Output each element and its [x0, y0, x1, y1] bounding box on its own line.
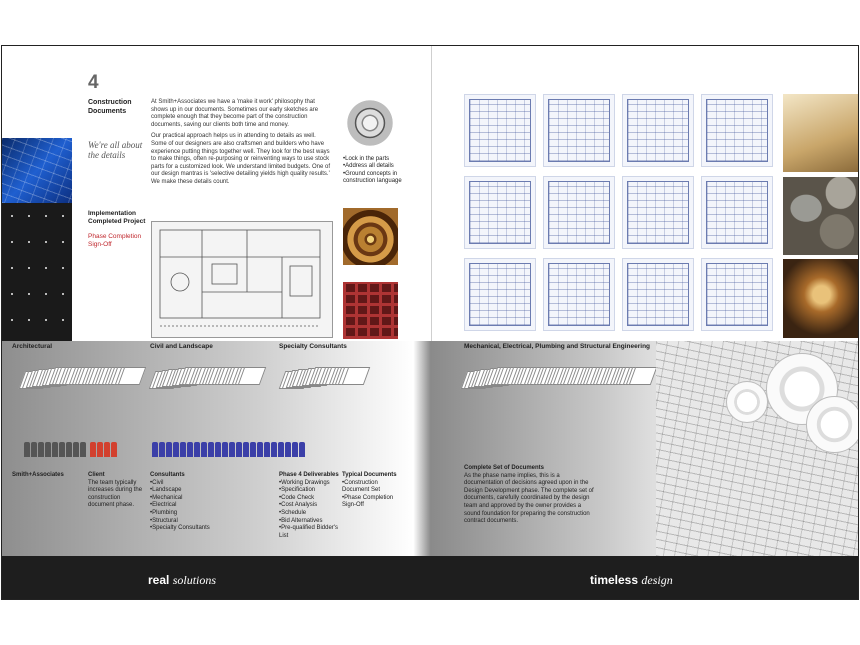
footer-left-bold: real	[148, 573, 170, 587]
dot	[28, 215, 30, 217]
person-figure	[159, 442, 165, 457]
person-figure	[38, 442, 44, 457]
smith-associates-label	[12, 472, 82, 480]
person-figure	[208, 442, 214, 457]
person-figure	[278, 442, 284, 457]
dot	[28, 267, 30, 269]
person-figure	[285, 442, 291, 457]
dot	[11, 319, 13, 321]
client-column	[88, 472, 148, 510]
list-item: • Construction Document Set	[342, 480, 402, 495]
deliverables-column	[279, 472, 339, 540]
dot	[11, 267, 13, 269]
dot-pattern-panel	[2, 203, 72, 341]
person-figure	[236, 442, 242, 457]
blueprint-thumbnail	[622, 176, 694, 249]
list-item: • Schedule	[279, 510, 339, 518]
list-item: • Landscape	[150, 487, 220, 495]
document-stack	[464, 363, 649, 391]
dot	[45, 267, 47, 269]
person-figure	[264, 442, 270, 457]
dot	[45, 319, 47, 321]
blueprint-thumbnail	[543, 94, 615, 167]
client-team-figures	[90, 442, 118, 462]
blueprint-thumbnail	[464, 94, 536, 167]
phase-completion-label: Phase Completion Sign-Off	[88, 233, 142, 248]
document-sheet	[118, 367, 147, 385]
plan-roll	[806, 396, 859, 453]
person-figure	[229, 442, 235, 457]
person-figure	[166, 442, 172, 457]
document-stack	[22, 363, 132, 391]
footer-bar	[2, 556, 859, 600]
detail-bullets	[343, 156, 403, 186]
person-figure	[292, 442, 298, 457]
dot	[11, 241, 13, 243]
dot	[62, 293, 64, 295]
blueprint-thumbnail	[543, 176, 615, 249]
consultants-column	[150, 472, 220, 533]
footer-right-italic: design	[641, 573, 673, 587]
person-figure	[80, 442, 86, 457]
section-number: 4	[88, 72, 99, 93]
person-figure	[111, 442, 117, 457]
dot	[28, 241, 30, 243]
complete-title: Complete Set of Documents	[464, 465, 545, 471]
architect-team-figures	[24, 442, 87, 462]
list-item: • Working Drawings	[279, 480, 339, 488]
typical-documents-column	[342, 472, 402, 510]
footer-left-text	[148, 573, 216, 588]
person-figure	[180, 442, 186, 457]
blueprint-thumbnail	[464, 176, 536, 249]
dot	[62, 267, 64, 269]
blueprint-thumbnail	[543, 258, 615, 331]
person-figure	[152, 442, 158, 457]
dot	[45, 241, 47, 243]
brochure-spread	[1, 45, 859, 600]
bullet-item: • Lock in the parts	[343, 156, 403, 163]
person-figure	[104, 442, 110, 457]
implementation-label: Implementation Completed Project	[88, 210, 146, 225]
person-figure	[271, 442, 277, 457]
person-figure	[31, 442, 37, 457]
person-figure	[257, 442, 263, 457]
consultant-team-figures	[152, 442, 306, 462]
deliverables-title: Phase 4 Deliverables	[279, 472, 339, 478]
heading-mep-engineering: Mechanical, Electrical, Plumbing and Structural Engineering	[464, 343, 651, 350]
section-title: Construction Documents	[88, 99, 132, 115]
footer-left-italic: solutions	[172, 573, 217, 587]
heading-civil-landscape: Civil and Landscape	[150, 343, 213, 350]
interior-sculpture-photo	[783, 259, 859, 338]
dot	[28, 319, 30, 321]
heading-specialty-consultants: Specialty Consultants	[279, 343, 347, 350]
client-title: Client	[88, 472, 105, 478]
intro-text	[151, 99, 331, 187]
person-figure	[97, 442, 103, 457]
blueprint-thumbnail	[464, 258, 536, 331]
list-item: • Plumbing	[150, 510, 220, 518]
deliverables-list	[279, 480, 339, 541]
person-figure	[194, 442, 200, 457]
dot	[62, 215, 64, 217]
rolled-plans-photo	[656, 341, 859, 556]
intro-paragraph-2: Our practical approach helps us in attending to details as well. Some of our designers are also craftsmen and builders who have experience putting things together well. They look for the best ways to make things, often re-purposing or reinventing ways to use stock parts for a customized look. We understand limited budgets. One of our design mantras is 'selective detailing yields high quality results.' We make these details count.	[151, 133, 330, 185]
person-figure	[215, 442, 221, 457]
heading-architectural: Architectural	[12, 343, 53, 350]
document-stack	[152, 363, 252, 391]
intro-paragraph-1: At Smith+Associates we have a 'make it work' philosophy that shows up in our documents. Sometimes our early sketches are complete enough that they become part of the construction documents, saving our clients both time and money.	[151, 99, 319, 128]
typical-list	[342, 480, 402, 510]
person-figure	[250, 442, 256, 457]
person-figure	[187, 442, 193, 457]
person-figure	[173, 442, 179, 457]
dot	[11, 293, 13, 295]
typical-title: Typical Documents	[342, 472, 397, 478]
bullet-item: • Ground concepts in construction language	[343, 171, 403, 186]
consultants-title: Consultants	[150, 472, 185, 478]
document-sheet	[629, 367, 658, 385]
blueprint-thumbnail	[701, 258, 773, 331]
blueprint-thumbnail	[622, 94, 694, 167]
list-item: • Electrical	[150, 502, 220, 510]
floor-plan-drawing	[151, 221, 333, 338]
person-figure	[73, 442, 79, 457]
blueprint-image	[2, 138, 72, 203]
dot	[62, 241, 64, 243]
person-figure	[201, 442, 207, 457]
document-sheet	[238, 367, 267, 385]
complete-text: As the phase name implies, this is a documentation of decisions agreed upon in the Design Development phase. The complete set of documents, carefully coordinated by the design team and approved by the owner provides a sound foundation for preparing the construction contract documents.	[464, 472, 594, 525]
person-figure	[24, 442, 30, 457]
footer-right-text	[590, 573, 673, 588]
list-item: • Civil	[150, 480, 220, 488]
smith-associates-text: Smith+Associates	[12, 472, 64, 478]
blueprint-thumbnail	[622, 258, 694, 331]
steel-frame-photo	[343, 282, 398, 339]
list-item: • Mechanical	[150, 495, 220, 503]
list-item: • Bid Alternatives	[279, 518, 339, 526]
ceiling-light-photo	[783, 94, 859, 172]
person-figure	[299, 442, 305, 457]
consultants-list	[150, 480, 220, 533]
person-figure	[66, 442, 72, 457]
plan-roll	[726, 381, 768, 423]
dot	[45, 215, 47, 217]
tagline: We're all about the details	[88, 140, 143, 160]
person-figure	[90, 442, 96, 457]
list-item: • Pre-qualified Bidder's List	[279, 525, 339, 540]
dot	[45, 293, 47, 295]
list-item: • Code Check	[279, 495, 339, 503]
dot	[28, 293, 30, 295]
complete-set-column	[464, 465, 599, 526]
list-item: • Cost Analysis	[279, 502, 339, 510]
person-figure	[52, 442, 58, 457]
blueprint-thumbnail	[701, 176, 773, 249]
team-band	[2, 341, 859, 556]
person-figure	[45, 442, 51, 457]
dot	[62, 319, 64, 321]
list-item: • Structural	[150, 518, 220, 526]
dome-photo	[343, 208, 398, 265]
dot	[11, 215, 13, 217]
list-item: • Specialty Consultants	[150, 525, 220, 533]
person-figure	[59, 442, 65, 457]
document-stack	[282, 363, 352, 391]
person-figure	[222, 442, 228, 457]
stone-wall-photo	[783, 177, 859, 255]
bullet-item: • Address all details	[343, 163, 403, 170]
person-figure	[243, 442, 249, 457]
floor-plan-svg	[152, 222, 332, 337]
blueprint-thumbnail	[701, 94, 773, 167]
vault-door-image	[342, 98, 398, 148]
client-text: The team typically increases during the construction document phase.	[88, 479, 143, 509]
list-item: • Phase Completion Sign-Off	[342, 495, 402, 510]
footer-right-bold: timeless	[590, 573, 639, 587]
list-item: • Specification	[279, 487, 339, 495]
